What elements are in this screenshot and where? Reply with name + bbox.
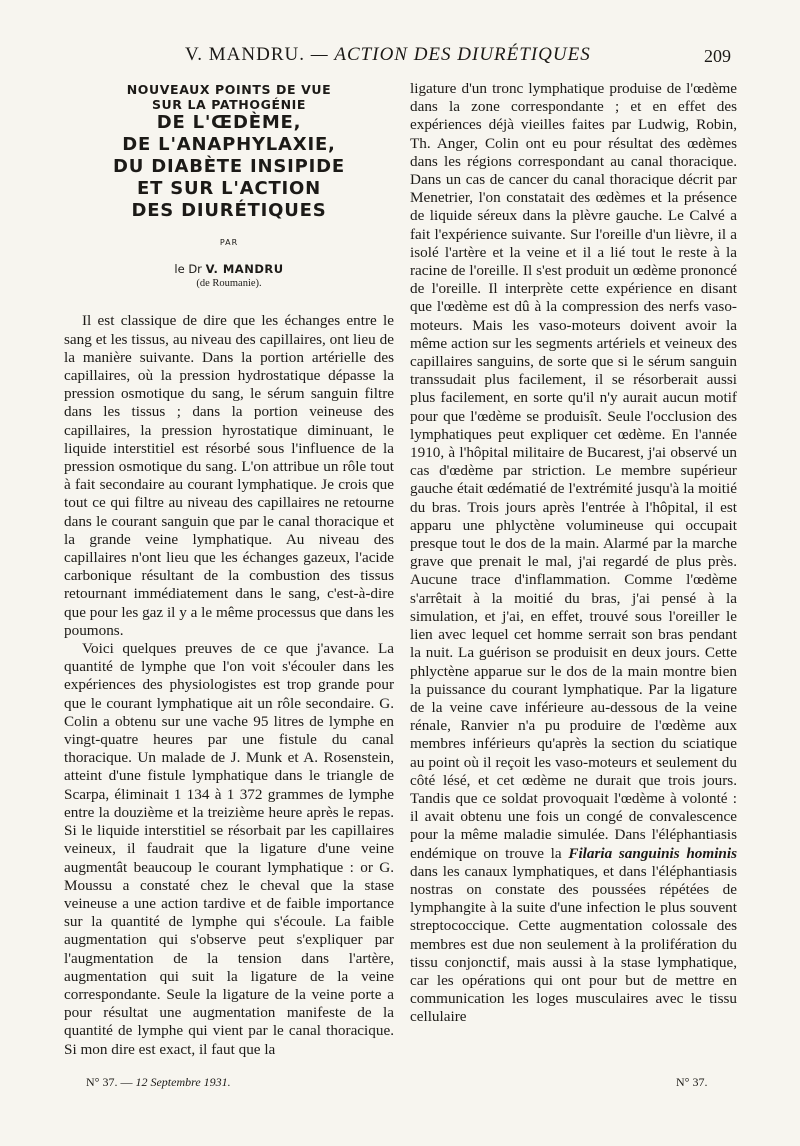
title-line-4: DE L'ANAPHYLAXIE, [122, 134, 336, 155]
left-column [64, 80, 394, 1059]
species-name: Filaria sanguinis hominis [568, 844, 738, 862]
title-line-7: DES DIURÉTIQUES [131, 200, 327, 221]
running-author: V. MANDRU. [185, 44, 305, 65]
paragraph: Voici quelques preuves de ce que j'avance. La quantité de lymphe que l'on voit s'écouler dans les expériences des physiologistes est trop grande pour que le courant lymphatique ait un rôle secondaire. G. Colin a obtenu sur une vache 95 litres de lymphe en vingt-quatre heures par une fistule du canal thoracique. Un malade de J. Munk et A. Rosenstein, atteint d'une fistule lymphatique dans le triangle de Scarpa, éliminait 1 134 à 1 372 grammes de lymphe entre la douzième et la treizième heure après le repas. Si le liquide interstitiel se résorbait par les capillaires veineux, il faudrait que la ligature d'une veine augmentât beaucoup le courant lymphatique : or G. Moussu a constaté chez le cheval que la stase veineuse a une action tardive et de faible importance sur la quantité de lymphe qui s'écoule. La faible augmentation qui s'observe peut s'expliquer par l'augmentation de la tension dans l'artère, augmentation qui suit la ligature de la veine correspondante. Seule la ligature de la veine porte a pour résultat une augmentation manifeste de la quantité de lymphe qui vient par le canal thoracique. Si mon dire est exact, il faut que la [64, 640, 394, 1058]
author-affiliation: (de Roumanie). [196, 278, 262, 290]
title-line-3: DE L'ŒDÈME, [156, 112, 302, 133]
footer-issue: N° 37. [86, 1075, 118, 1089]
article-title-block [64, 82, 394, 290]
left-body-text [64, 312, 394, 1058]
title-line-6: ET SUR L'ACTION [136, 178, 321, 199]
footer-issue-right: N° 37. [676, 1075, 708, 1089]
paragraph-text: ligature d'un tronc lymphatique produise de l'œdème dans la zone correspondante ; et en effet des expériences déjà vieilles faites par Ludwig, Robin, Th. Anger, Colin ont eu pour résultat des œdèmes dans les régions correspondant au canal thoracique. Dans un cas de cancer du canal thoracique décrit par Menetrier, l'on constatait des œdèmes et la présence de liquide séreux dans la plèvre gauche. Le Calvé a fait l'expérience suivante. Sur l'oreille d'un lièvre, il a isolé l'artère et la veine et il a lié tout le reste à la racine de l'oreille. Il s'est produit un œdème prononcé de l'oreille. Il interprète cette expérience en disant que l'œdème est dû à la compression des nerfs vaso-moteurs. Mais les vaso-moteurs doivent avoir la même action sur les segments artériels et veineux des capillaires sanguins, de sorte que si le sérum sanguin transsudait plus facilement, il se résorberait aussi plus facilement, en sorte qu'il n'y aurait aucun motif pour que l'œdème se produisît. Seule l'occlusion des lymphatiques peut expliquer cet œdème. En l'année 1910, à l'hôpital militaire de Bucarest, j'ai observé un cas d'œdème par striction. Le membre supérieur gauche était œdématié de l'extrémité jusqu'à la moitié du bras. Trois jours après l'entrée à l'hôpital, il est apparu une phlyctène volumineuse qui occupait presque tout le dos de la main. Alarmé par la marche grave que prenait le mal, j'ai regardé de plus près. Aucune trace d'inflammation. Comme l'œdème s'arrêtait à la moitié du bras, j'ai pensé à la simulation, et j'ai, en effet, trouvé sous l'oreiller le lien avec lequel cet homme serrait son bras pendant la nuit. La guérison se produisit en deux jours. Cette phlyctène apparue sur le dos de la main montre bien la puissance du courant lymphatique. Par la ligature de la veine cave inférieure au-dessous de la veine rénale, Ranvier n'a pu produire de l'œdème aux membres inférieurs qu'après la section du sciatique au point où il reçoit les vaso-moteurs et seulement du côté lésé, et cet œdème ne durait que trois jours. Tandis que ce soldat provoquait l'œdème à volonté : il avait obtenu une fois un congé de convalescence pour la même maladie simulée. Dans l'éléphantiasis endémique on trouve la [410, 80, 737, 862]
running-article-title: ACTION DES DIURÉTIQUES [334, 44, 591, 65]
paragraph: Il est classique de dire que les échanges entre le sang et les tissus, au niveau des capillaires, ont lieu de la manière suivante. Dans la portion artérielle des capillaires, où la pression hydrostatique dépasse la pression osmotique du sang, le sérum sanguin filtre dans les tissus ; dans la portion veineuse des capillaires, la pression hyrostatique diminuant, le liquide interstitiel est résorbé sous l'influence de la pression osmotique du sang. L'on attribue un rôle tout à fait secondaire au courant lymphatique. Je crois que tout ce qui filtre au niveau des capillaires ne retourne dans le courant sanguin que par le canal thoracique et la grande veine lymphatique. Au niveau des capillaires n'ont lieu que les échanges gazeux, l'acide carbonique résultant de la combustion des tissus retournant immédiatement dans le sang, c'est-à-dire que pour les gaz il y a le même processus que dans les poumons. [64, 312, 394, 639]
footer-issue-date [86, 1075, 231, 1090]
running-title [185, 44, 591, 66]
title-line-2: SUR LA PATHOGÉNIE [151, 97, 307, 112]
page-number: 209 [704, 46, 731, 66]
byline-par: PAR [219, 238, 239, 247]
author-prefix: le Dr [174, 262, 202, 277]
byline-author [64, 260, 394, 278]
footer-date: 12 Septembre 1931. [135, 1075, 231, 1089]
footer-dash: — [120, 1075, 133, 1089]
paragraph-text: dans les canaux lymphatiques, et dans l'éléphantiasis nostras on constate des poussées répétées de lymphangite à la suite d'une infection le plus souvent streptococcique. Cette augmentation colossale des membres est due non seulement à la prolifération du tissu conjonctif, mais aussi à la stase lymphatique, car les opérations qui ont pour but de mettre en communication les loges musculaires avec le tissu cellulaire [410, 862, 737, 1026]
title-line-1: NOUVEAUX POINTS DE VUE [126, 82, 332, 97]
running-separator: — [310, 44, 329, 65]
title-line-5: DU DIABÈTE INSIPIDE [113, 156, 345, 177]
running-head [0, 44, 800, 74]
right-column [410, 80, 737, 1027]
paragraph [410, 80, 737, 1027]
author-name: V. MANDRU [205, 262, 284, 277]
